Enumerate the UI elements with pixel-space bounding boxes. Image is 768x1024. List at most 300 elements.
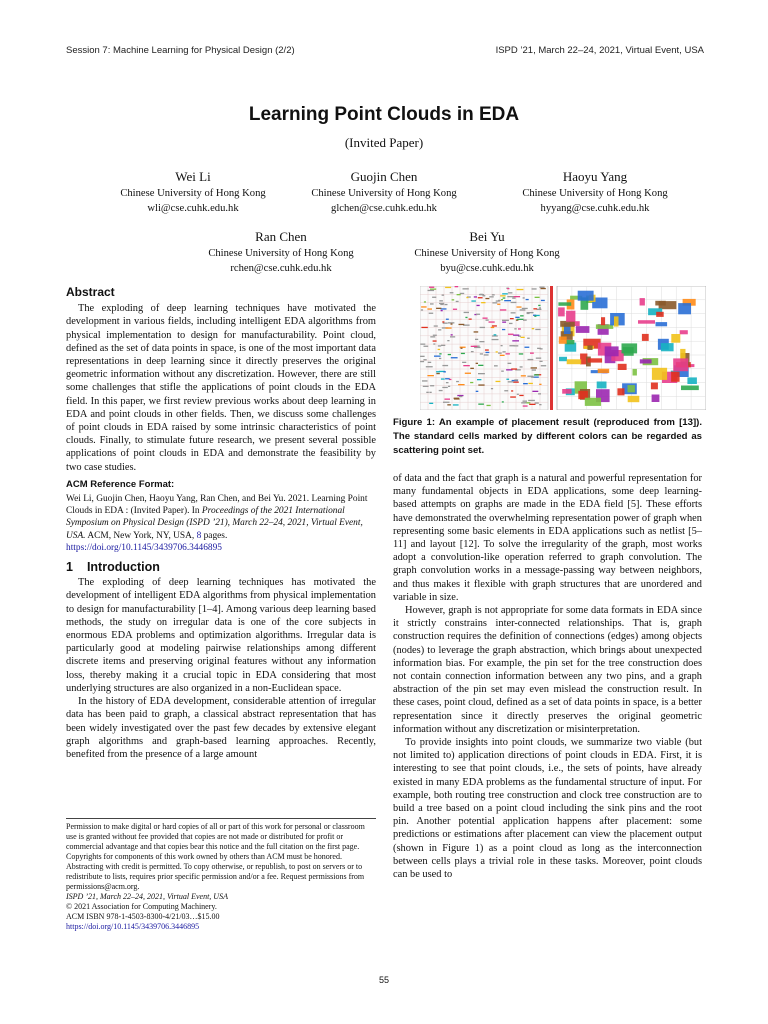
placed-cell bbox=[576, 326, 590, 333]
cell-mark bbox=[496, 381, 501, 382]
cell-mark bbox=[436, 308, 441, 309]
footnote-copyright: © 2021 Association for Computing Machinery. bbox=[66, 902, 217, 911]
placed-cell bbox=[614, 316, 619, 326]
cell-mark bbox=[485, 298, 489, 299]
intro-paragraph-1: The exploding of deep learning techniques has motivated the development of intelligent EDA algorithms from physical implementation to design for manufacturability [1–4]. Among various deep learning based methods, the study on irregular data is one of the core subjects in enormous EDA problems and optimization algorithms. Irregular data is particularly good at modeling pairwise relationships among different discrete items and preserving original features without any information loss, thereby making it a crucial topic in EDA considering that most underlying structures are also organized in a non-Euclidean space. bbox=[66, 577, 376, 694]
cell-mark bbox=[459, 324, 465, 325]
permission-notice: Permission to make digital or hard copies of all or part of this work for personal or classroom use is granted without fee provided that copies are not made or distributed for profit or commercial advantage and that copies bear this notice and the full citation on the first page. Copyrights for components of this work owned by others than ACM must be honored. Abstracting with credit is permitted. To copy otherwise, or republish, to post on servers or to redistribute to lists, requires prior specific permission and/or a fee. Request permissions from permissions@acm.org. bbox=[66, 822, 365, 891]
cell-mark bbox=[439, 303, 444, 304]
cell-mark bbox=[439, 300, 443, 301]
cell-mark bbox=[448, 322, 455, 323]
cell-mark bbox=[496, 351, 498, 352]
cell-mark bbox=[474, 331, 479, 332]
cell-mark bbox=[420, 361, 424, 362]
cell-mark bbox=[514, 345, 519, 346]
placed-cell bbox=[617, 388, 624, 395]
cell-mark bbox=[502, 401, 504, 402]
cell-mark bbox=[502, 320, 509, 321]
cell-mark bbox=[429, 392, 431, 393]
cell-mark bbox=[489, 321, 495, 322]
placed-cell bbox=[638, 320, 655, 324]
running-header-left: Session 7: Machine Learning for Physical Design (2/2) bbox=[66, 45, 295, 56]
placed-cell bbox=[567, 359, 582, 364]
cell-mark bbox=[484, 354, 489, 355]
cell-mark bbox=[511, 302, 517, 303]
cell-mark bbox=[478, 404, 484, 405]
cell-mark bbox=[474, 296, 477, 297]
placed-cell bbox=[605, 346, 619, 356]
cell-mark bbox=[507, 296, 513, 297]
cell-mark bbox=[521, 337, 525, 338]
cell-mark bbox=[501, 299, 503, 300]
cell-mark bbox=[459, 396, 462, 397]
placed-cell bbox=[597, 382, 607, 389]
cell-mark bbox=[446, 327, 452, 328]
author-email: glchen@cse.cuhk.edu.hk bbox=[331, 203, 437, 214]
cell-mark bbox=[441, 378, 445, 379]
cell-mark bbox=[434, 356, 441, 357]
placed-cell bbox=[640, 359, 652, 363]
cell-mark bbox=[430, 303, 434, 304]
cell-mark bbox=[519, 395, 523, 396]
placed-cell bbox=[651, 383, 658, 390]
cell-mark bbox=[421, 327, 427, 328]
cell-mark bbox=[491, 327, 495, 328]
cell-mark bbox=[471, 300, 476, 301]
cell-mark bbox=[442, 365, 448, 366]
cell-mark bbox=[446, 319, 449, 320]
cell-mark bbox=[465, 317, 467, 318]
cell-mark bbox=[531, 367, 537, 368]
placed-cell bbox=[566, 340, 574, 344]
cell-mark bbox=[501, 345, 503, 346]
cell-mark bbox=[535, 329, 540, 330]
cell-mark bbox=[502, 329, 505, 330]
cell-mark bbox=[517, 319, 524, 320]
panel-divider bbox=[550, 286, 553, 410]
right-column bbox=[393, 472, 702, 881]
cell-mark bbox=[471, 346, 478, 347]
cell-mark bbox=[498, 300, 501, 301]
cell-mark bbox=[523, 401, 528, 402]
cell-mark bbox=[529, 404, 535, 405]
page-number: 55 bbox=[378, 975, 389, 985]
cell-mark bbox=[535, 402, 539, 403]
cell-mark bbox=[512, 298, 515, 299]
author-email: wli@cse.cuhk.edu.hk bbox=[147, 203, 239, 214]
cell-mark bbox=[528, 400, 535, 401]
cell-mark bbox=[445, 287, 451, 288]
cell-mark bbox=[463, 288, 469, 289]
cell-mark bbox=[537, 309, 542, 310]
cell-mark bbox=[482, 295, 485, 296]
cell-mark bbox=[442, 295, 445, 296]
left-column bbox=[66, 286, 376, 761]
author-name: Haoyu Yang bbox=[562, 169, 628, 184]
acm-reference-pages-link[interactable]: 8 bbox=[196, 530, 202, 541]
cell-mark bbox=[534, 374, 539, 375]
cell-mark bbox=[532, 369, 536, 370]
author-email: rchen@cse.cuhk.edu.hk bbox=[230, 263, 332, 274]
cell-mark bbox=[517, 289, 524, 290]
cell-mark bbox=[520, 309, 526, 310]
cell-mark bbox=[515, 317, 519, 318]
cell-mark bbox=[426, 366, 433, 367]
cell-mark bbox=[465, 373, 471, 374]
cell-mark bbox=[512, 340, 519, 341]
abstract-text: The exploding of deep learning techniques have motivated the development in various fields, including intelligent EDA algorithms from physical implementation to design for manufacturability. Point cloud, defined as the set of data points in space, is one of the most important data representations in deep learning since it directly preserves the original geometric information without any discretization. However, there are still some challenges that stifle the applications of point clouds in the EDA field. In this paper, we first review previous works about deep learning in EDA and point clouds in other fields. Then, we discuss some challenges of point clouds in EDA raised by some intrinsic characteristics of point clouds. Finally, to stimulate future research, we present several possible applications of point clouds in EDA and demonstrate the feasibility by two case studies. bbox=[66, 303, 376, 473]
cell-mark bbox=[443, 371, 446, 372]
cell-mark bbox=[458, 384, 465, 385]
cell-mark bbox=[508, 292, 512, 293]
cell-mark bbox=[448, 386, 450, 387]
cell-mark bbox=[513, 335, 519, 336]
cell-mark bbox=[428, 290, 435, 291]
cell-mark bbox=[539, 307, 541, 308]
cell-mark bbox=[539, 404, 541, 405]
cell-mark bbox=[509, 323, 513, 324]
author-affiliation: Chinese University of Hong Kong bbox=[311, 188, 457, 199]
placed-cell bbox=[628, 396, 640, 402]
author-block bbox=[485, 168, 705, 216]
cell-mark bbox=[503, 351, 506, 352]
cell-mark bbox=[534, 316, 536, 317]
author-name: Wei Li bbox=[175, 169, 211, 184]
placed-cell bbox=[681, 386, 699, 391]
cell-mark bbox=[427, 308, 432, 309]
placed-cell bbox=[587, 345, 592, 350]
footnote-venue: ISPD ’21, March 22–24, 2021, Virtual Event, USA bbox=[66, 892, 228, 901]
cell-mark bbox=[432, 297, 436, 298]
placed-cell bbox=[673, 358, 688, 371]
placed-cell bbox=[558, 302, 571, 306]
cell-mark bbox=[486, 320, 489, 321]
cell-mark bbox=[460, 293, 465, 294]
cell-mark bbox=[540, 348, 543, 349]
cell-mark bbox=[500, 295, 505, 296]
cell-mark bbox=[452, 299, 455, 300]
cell-mark bbox=[528, 359, 534, 360]
cell-mark bbox=[430, 289, 436, 290]
author-name: Guojin Chen bbox=[350, 169, 418, 184]
section-number: 1 bbox=[66, 560, 73, 575]
abstract-heading: Abstract bbox=[66, 285, 115, 299]
placed-cell bbox=[642, 334, 649, 341]
cell-mark bbox=[470, 368, 474, 369]
cell-mark bbox=[508, 381, 514, 382]
cell-mark bbox=[478, 373, 485, 374]
cell-mark bbox=[433, 343, 435, 344]
cell-mark bbox=[494, 365, 498, 366]
cell-mark bbox=[439, 353, 441, 354]
cell-mark bbox=[487, 405, 491, 406]
cell-mark bbox=[492, 339, 499, 340]
author-block bbox=[274, 168, 494, 216]
cell-mark bbox=[434, 325, 438, 326]
cell-mark bbox=[513, 296, 520, 297]
cell-mark bbox=[492, 294, 495, 295]
cell-mark bbox=[519, 353, 523, 354]
cell-mark bbox=[530, 353, 534, 354]
cell-mark bbox=[436, 371, 440, 372]
cell-mark bbox=[531, 376, 534, 377]
cell-mark bbox=[500, 355, 505, 356]
cell-mark bbox=[507, 288, 509, 289]
placed-cell bbox=[588, 358, 603, 362]
cell-mark bbox=[436, 373, 439, 374]
cell-mark bbox=[461, 353, 465, 354]
cell-mark bbox=[500, 309, 506, 310]
cell-mark bbox=[443, 402, 450, 403]
cell-mark bbox=[532, 391, 538, 392]
cell-mark bbox=[442, 387, 448, 388]
placed-cell bbox=[656, 312, 664, 317]
cell-mark bbox=[464, 312, 469, 313]
cell-mark bbox=[424, 346, 429, 347]
cell-mark bbox=[506, 379, 509, 380]
placed-cell bbox=[671, 334, 680, 343]
author-affiliation: Chinese University of Hong Kong bbox=[208, 248, 354, 259]
cell-mark bbox=[504, 390, 508, 391]
author-block bbox=[377, 228, 597, 276]
cell-mark bbox=[533, 308, 537, 309]
cell-mark bbox=[481, 302, 485, 303]
cell-mark bbox=[430, 336, 435, 337]
cell-mark bbox=[421, 306, 427, 307]
cell-mark bbox=[445, 304, 448, 305]
cell-mark bbox=[421, 309, 423, 310]
cell-mark bbox=[539, 361, 542, 362]
cell-mark bbox=[433, 335, 437, 336]
cell-mark bbox=[451, 334, 453, 335]
cell-mark bbox=[526, 299, 529, 300]
cell-mark bbox=[471, 351, 474, 352]
placed-cell bbox=[656, 322, 668, 326]
cell-mark bbox=[439, 358, 441, 359]
cell-mark bbox=[508, 334, 514, 335]
placed-cell bbox=[652, 395, 660, 403]
placed-cell bbox=[628, 385, 635, 392]
placed-cell bbox=[655, 301, 666, 306]
placed-cell bbox=[687, 377, 697, 384]
cell-mark bbox=[420, 356, 425, 357]
cell-mark bbox=[478, 297, 483, 298]
placed-cell bbox=[640, 298, 645, 305]
cell-mark bbox=[520, 366, 523, 367]
cell-mark bbox=[539, 384, 541, 385]
cell-mark bbox=[517, 394, 519, 395]
cell-mark bbox=[489, 296, 493, 297]
cell-mark bbox=[443, 323, 448, 324]
cell-mark bbox=[511, 312, 516, 313]
cell-mark bbox=[523, 383, 528, 384]
right-paragraph-2: However, graph is not appropriate for some data formats in EDA since it strictly constrains inter-connected relationships. That is, graph construction requires the definition of connections (edges) among objects (nodes) to leverage the graph abstraction, which brings about unexpected information bias. For example, the pin set for the tree construction does not contain connection information between any two pins, and a graph abstraction of the pin set may even mislead the construction result. In these cases, point cloud, defined as a set of data points in space, is a better representation since it directly preserves the original geometric information without any discretization or misinterpretation. bbox=[393, 605, 702, 735]
cell-mark bbox=[521, 402, 526, 403]
acm-reference-pages-suffix: pages. bbox=[201, 530, 228, 541]
cell-mark bbox=[470, 382, 473, 383]
author-block bbox=[83, 168, 303, 216]
author-name: Ran Chen bbox=[255, 229, 307, 244]
placed-cell bbox=[622, 343, 638, 353]
cell-mark bbox=[501, 371, 504, 372]
cell-mark bbox=[475, 339, 478, 340]
placed-cell bbox=[671, 372, 680, 382]
figure-1-placement bbox=[420, 286, 706, 410]
cell-mark bbox=[450, 336, 455, 337]
cell-mark bbox=[527, 313, 530, 314]
cell-mark bbox=[492, 325, 497, 326]
cell-mark bbox=[528, 383, 533, 384]
placed-cell bbox=[585, 398, 601, 406]
cell-mark bbox=[455, 286, 459, 287]
cell-mark bbox=[441, 345, 445, 346]
cell-mark bbox=[494, 334, 497, 335]
cell-mark bbox=[510, 318, 514, 319]
cell-mark bbox=[486, 352, 490, 353]
cell-mark bbox=[513, 382, 519, 383]
cell-mark bbox=[420, 344, 425, 345]
cell-mark bbox=[522, 308, 528, 309]
cell-mark bbox=[445, 399, 451, 400]
cell-mark bbox=[497, 304, 500, 305]
author-email: byu@cse.cuhk.edu.hk bbox=[440, 263, 534, 274]
cell-mark bbox=[485, 349, 489, 350]
cell-mark bbox=[514, 379, 518, 380]
cell-mark bbox=[430, 385, 434, 386]
cell-mark bbox=[422, 380, 428, 381]
cell-mark bbox=[423, 386, 429, 387]
cell-mark bbox=[426, 392, 429, 393]
cell-mark bbox=[447, 404, 451, 405]
placed-cell bbox=[618, 364, 627, 370]
cell-mark bbox=[502, 293, 508, 294]
acm-doi-link[interactable]: https://doi.org/10.1145/3439706.3446895 bbox=[66, 542, 222, 553]
cell-mark bbox=[503, 297, 506, 298]
cell-mark bbox=[438, 329, 441, 330]
placement-figure-svg bbox=[420, 286, 706, 410]
cell-mark bbox=[478, 365, 483, 366]
cell-mark bbox=[520, 315, 524, 316]
cell-mark bbox=[504, 300, 511, 301]
cell-mark bbox=[427, 375, 434, 376]
cell-mark bbox=[521, 375, 526, 376]
right-paragraph-1: of data and the fact that graph is a natural and powerful representation for many fundamental objects in EDA applications, some deep learning-based attempts on graphs are made in the EDA field [5]. These efforts have demonstrated the overwhelming representation power of graph when representing some basic elements in EDA applications such as netlist [5–11] and layout [12]. To solve the irregularity of the graph, most works adopt a convolution-like operation referred to graph convolution. The graph convolution works in a message-passing way between neighbors, and thus makes it flexible with graph structures that are unordered and variable in size. bbox=[393, 473, 702, 603]
cell-mark bbox=[433, 340, 437, 341]
cell-mark bbox=[538, 393, 541, 394]
cell-mark bbox=[469, 319, 472, 320]
cell-mark bbox=[442, 321, 444, 322]
cell-mark bbox=[527, 338, 530, 339]
cell-mark bbox=[492, 302, 497, 303]
cell-mark bbox=[438, 345, 441, 346]
cell-mark bbox=[511, 390, 513, 391]
author-affiliation: Chinese University of Hong Kong bbox=[414, 248, 560, 259]
cell-mark bbox=[535, 297, 540, 298]
placed-cell bbox=[559, 337, 567, 344]
cell-mark bbox=[477, 379, 481, 380]
running-header-right: ISPD ’21, March 22–24, 2021, Virtual Event, USA bbox=[495, 45, 704, 56]
cell-mark bbox=[451, 323, 453, 324]
acm-reference-proceedings: Proceedings of the 2021 International Symposium on Physical Design (ISPD ’21), March 22–24, 2021, Virtual Event, USA. bbox=[66, 506, 363, 541]
cell-mark bbox=[525, 347, 530, 348]
cell-mark bbox=[429, 287, 434, 288]
cell-mark bbox=[438, 349, 441, 350]
cell-mark bbox=[541, 300, 545, 301]
acm-reference bbox=[66, 493, 376, 554]
cell-mark bbox=[477, 305, 480, 306]
cell-mark bbox=[461, 348, 463, 349]
acm-reference-publisher: ACM, New York, NY, USA, bbox=[85, 530, 197, 541]
cell-mark bbox=[510, 396, 516, 397]
section-title: Introduction bbox=[86, 560, 160, 575]
cell-mark bbox=[448, 354, 451, 355]
cell-mark bbox=[423, 359, 426, 360]
cell-mark bbox=[480, 353, 483, 354]
cell-mark bbox=[523, 405, 528, 406]
cell-mark bbox=[538, 305, 540, 306]
cell-mark bbox=[462, 362, 466, 363]
cell-mark bbox=[450, 292, 454, 293]
cell-mark bbox=[439, 390, 443, 391]
cell-mark bbox=[429, 313, 434, 314]
placed-cell bbox=[680, 330, 688, 334]
placed-cell bbox=[633, 369, 637, 376]
cell-mark bbox=[532, 328, 535, 329]
cell-mark bbox=[523, 297, 525, 298]
cell-mark bbox=[463, 365, 470, 366]
cell-mark bbox=[502, 322, 506, 323]
author-block bbox=[171, 228, 391, 276]
cell-mark bbox=[480, 327, 485, 328]
cell-mark bbox=[498, 353, 502, 354]
placed-cell bbox=[558, 307, 565, 316]
cell-mark bbox=[456, 381, 459, 382]
cell-mark bbox=[428, 362, 432, 363]
cell-mark bbox=[539, 287, 544, 288]
cell-mark bbox=[476, 314, 480, 315]
cell-mark bbox=[478, 384, 484, 385]
cell-mark bbox=[424, 301, 426, 302]
cell-mark bbox=[523, 320, 527, 321]
placed-cell bbox=[661, 343, 674, 351]
cell-mark bbox=[429, 403, 433, 404]
placed-cell bbox=[678, 303, 691, 314]
paper-subtitle: (Invited Paper) bbox=[344, 135, 424, 150]
placed-cell bbox=[559, 357, 567, 361]
acm-reference-heading: ACM Reference Format: bbox=[66, 478, 175, 490]
cell-mark bbox=[514, 328, 516, 329]
introduction-heading bbox=[66, 561, 376, 574]
cell-mark bbox=[476, 363, 478, 364]
cell-mark bbox=[457, 294, 461, 295]
author-affiliation: Chinese University of Hong Kong bbox=[522, 188, 668, 199]
cell-mark bbox=[453, 309, 457, 310]
author-email: hyyang@cse.cuhk.edu.hk bbox=[540, 203, 650, 214]
footnote-doi-link[interactable]: https://doi.org/10.1145/3439706.3446895 bbox=[66, 922, 200, 931]
cell-mark bbox=[441, 310, 443, 311]
cell-mark bbox=[453, 404, 459, 405]
acm-reference-authors: Wei Li, Guojin Chen, Haoyu Yang, Ran Chen, and Bei Yu. 2021. Learning Point Clouds in EDA : (Invited Paper). In bbox=[66, 494, 368, 517]
cell-mark bbox=[506, 353, 510, 354]
cell-mark bbox=[491, 388, 493, 389]
cell-mark bbox=[451, 357, 458, 358]
cell-mark bbox=[445, 378, 450, 379]
placed-cell bbox=[562, 389, 571, 394]
cell-mark bbox=[447, 340, 449, 341]
cell-mark bbox=[511, 368, 517, 369]
intro-paragraph-2: In the history of EDA development, considerable attention of irregular data has been paid to graph, a classical abstract representation that has been widely investigated over the past few decades by extensive elegant graph algorithms and graph-based learning approaches. Recently, benefited from the presence of a large amount bbox=[66, 696, 376, 760]
cell-mark bbox=[479, 341, 484, 342]
